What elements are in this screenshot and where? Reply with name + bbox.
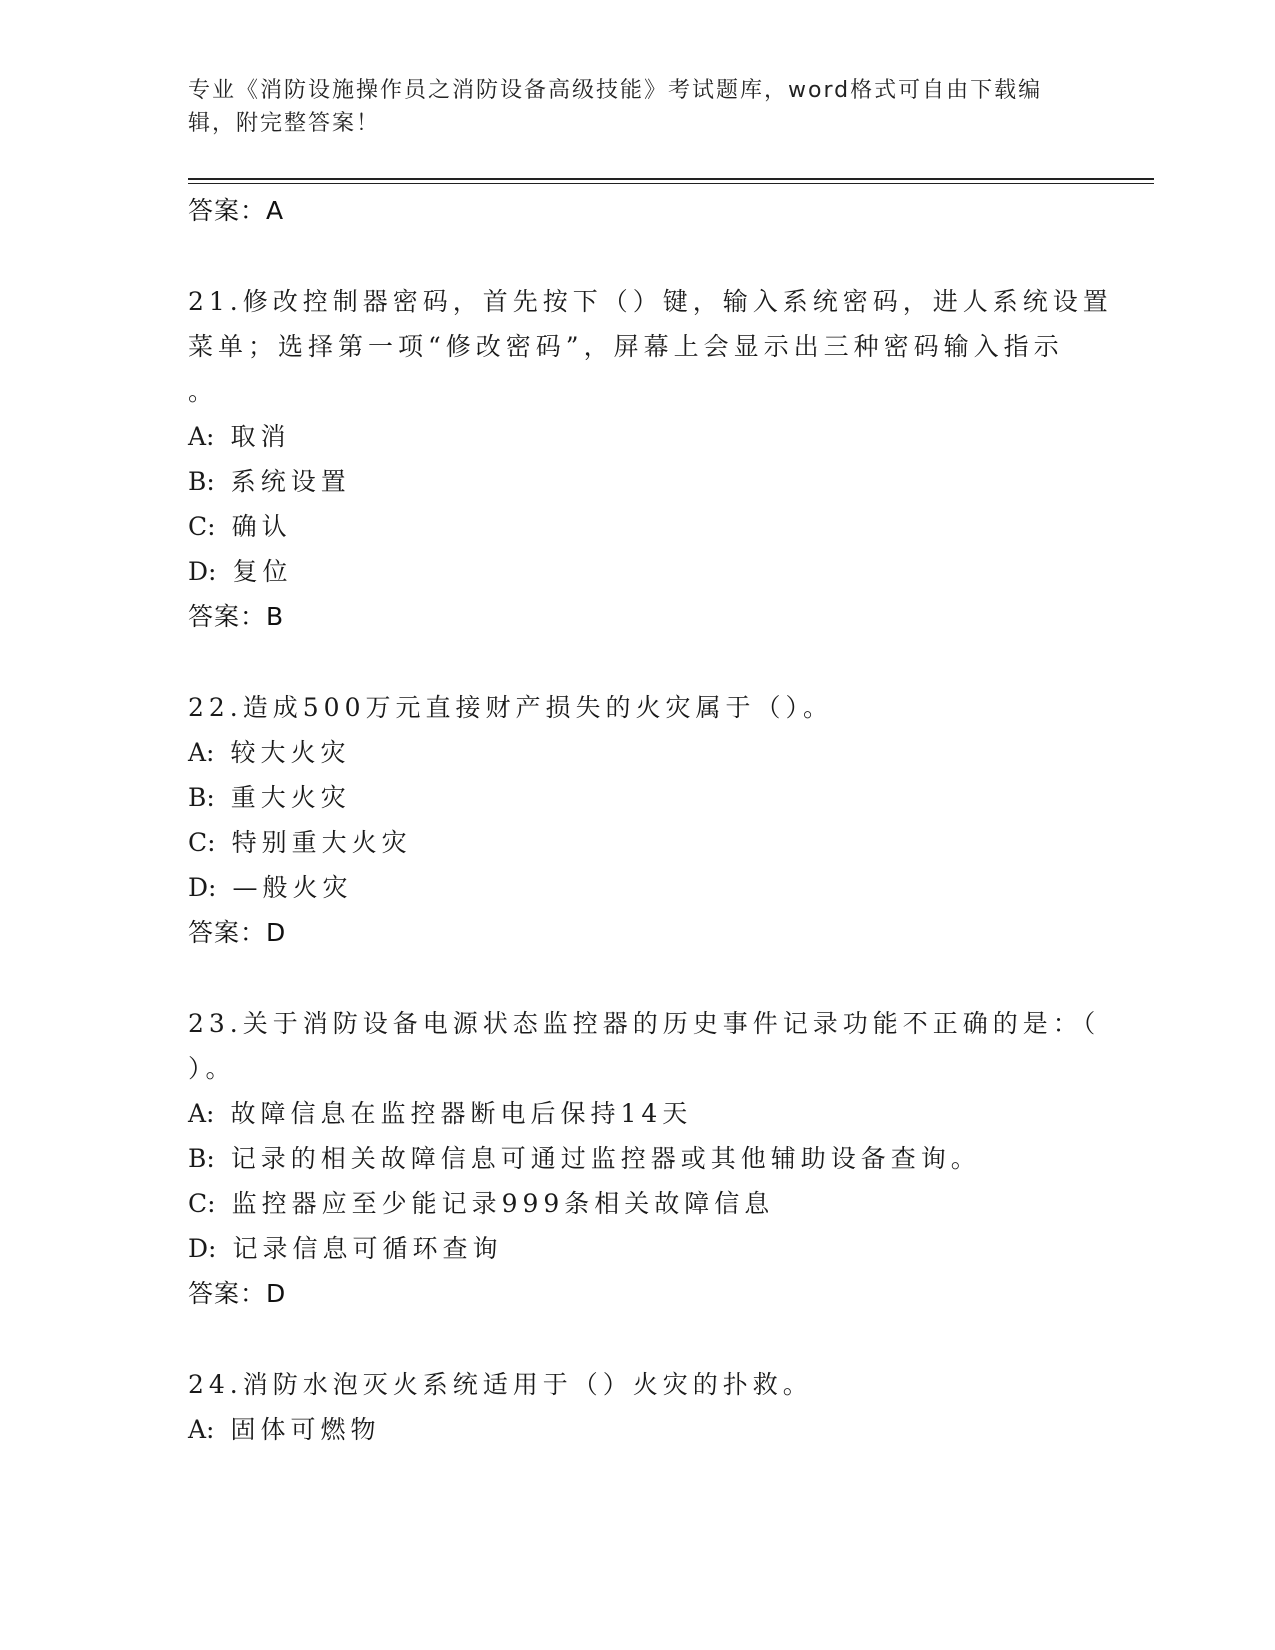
option-key: A:: [188, 422, 215, 451]
option-key: D:: [188, 1234, 217, 1263]
option-text: 复位: [232, 557, 293, 586]
option-key: C:: [188, 512, 216, 541]
question-22: [188, 685, 1088, 955]
option-text: 取消: [230, 422, 291, 451]
option-d: [188, 865, 1088, 910]
option-key: A:: [188, 1415, 215, 1444]
header-line-2: 辑，附完整答案！: [188, 111, 381, 136]
answer-line: 答案：D: [188, 1279, 287, 1308]
option-key: C:: [188, 1189, 216, 1218]
answer-line: 答案：B: [188, 602, 285, 631]
option-a: [188, 414, 1088, 459]
option-key: A:: [188, 1099, 215, 1128]
question-list: [188, 188, 1113, 1452]
option-text: 系统设置: [230, 467, 351, 496]
option-text: 较大火灾: [230, 738, 351, 767]
option-text: 记录信息可循环查询: [232, 1234, 503, 1263]
header-divider-thin: [188, 183, 1154, 184]
question-text-line: 菜单；选择第一项“修改密码”，屏幕上会显示出三种密码输入指示: [188, 332, 1064, 361]
option-key: C:: [188, 828, 216, 857]
option-text: 特别重大火灾: [231, 828, 412, 857]
option-text: 记录的相关故障信息可通过监控器或其他辅助设备查询。: [230, 1144, 981, 1173]
header-line-1: 专业《消防设施操作员之消防设备高级技能》考试题库，word格式可自由下载编: [188, 78, 1043, 103]
question-text-line: 22.造成500万元直接财产损失的火灾属于（）。: [188, 693, 833, 722]
option-text: 故障信息在监控器断电后保持14天: [230, 1099, 693, 1128]
option-d: [188, 1226, 1088, 1271]
question-23: [188, 1001, 1101, 1316]
question-21: [188, 279, 1113, 639]
option-a: [188, 1091, 1088, 1136]
option-key: D:: [188, 557, 217, 586]
option-key: A:: [188, 738, 215, 767]
question-text-line: ）。: [188, 1054, 236, 1083]
option-key: B:: [188, 783, 215, 812]
option-b: [188, 459, 1088, 504]
question-text-line: 21.修改控制器密码，首先按下（）键，输入系统密码，进人系统设置: [188, 287, 1113, 316]
option-b: [188, 1136, 1088, 1181]
question-24: [188, 1362, 1088, 1452]
question-text-line: 24.消防水泡灭火系统适用于（）火灾的扑救。: [188, 1370, 813, 1399]
option-text: 重大火灾: [230, 783, 351, 812]
header-divider: [188, 178, 1154, 180]
option-text: 固体可燃物: [230, 1415, 381, 1444]
option-c: [188, 504, 1088, 549]
option-text: 监控器应至少能记录999条相关故障信息: [231, 1189, 775, 1218]
option-d: [188, 549, 1088, 594]
option-key: B:: [188, 467, 215, 496]
option-c: [188, 1181, 1088, 1226]
answer-line: 答案：D: [188, 918, 287, 947]
previous-answer: 答案：A: [188, 196, 285, 225]
question-text-line: 23.关于消防设备电源状态监控器的历史事件记录功能不正确的是：（: [188, 1009, 1101, 1038]
question-text-line: 。: [188, 377, 219, 406]
option-text: —般火灾: [232, 873, 353, 902]
option-key: B:: [188, 1144, 215, 1173]
option-text: 确认: [231, 512, 292, 541]
option-c: [188, 820, 1088, 865]
option-b: [188, 775, 1088, 820]
option-a: [188, 1407, 1088, 1452]
option-key: D:: [188, 873, 217, 902]
document-header: [188, 74, 1088, 140]
option-a: [188, 730, 1088, 775]
